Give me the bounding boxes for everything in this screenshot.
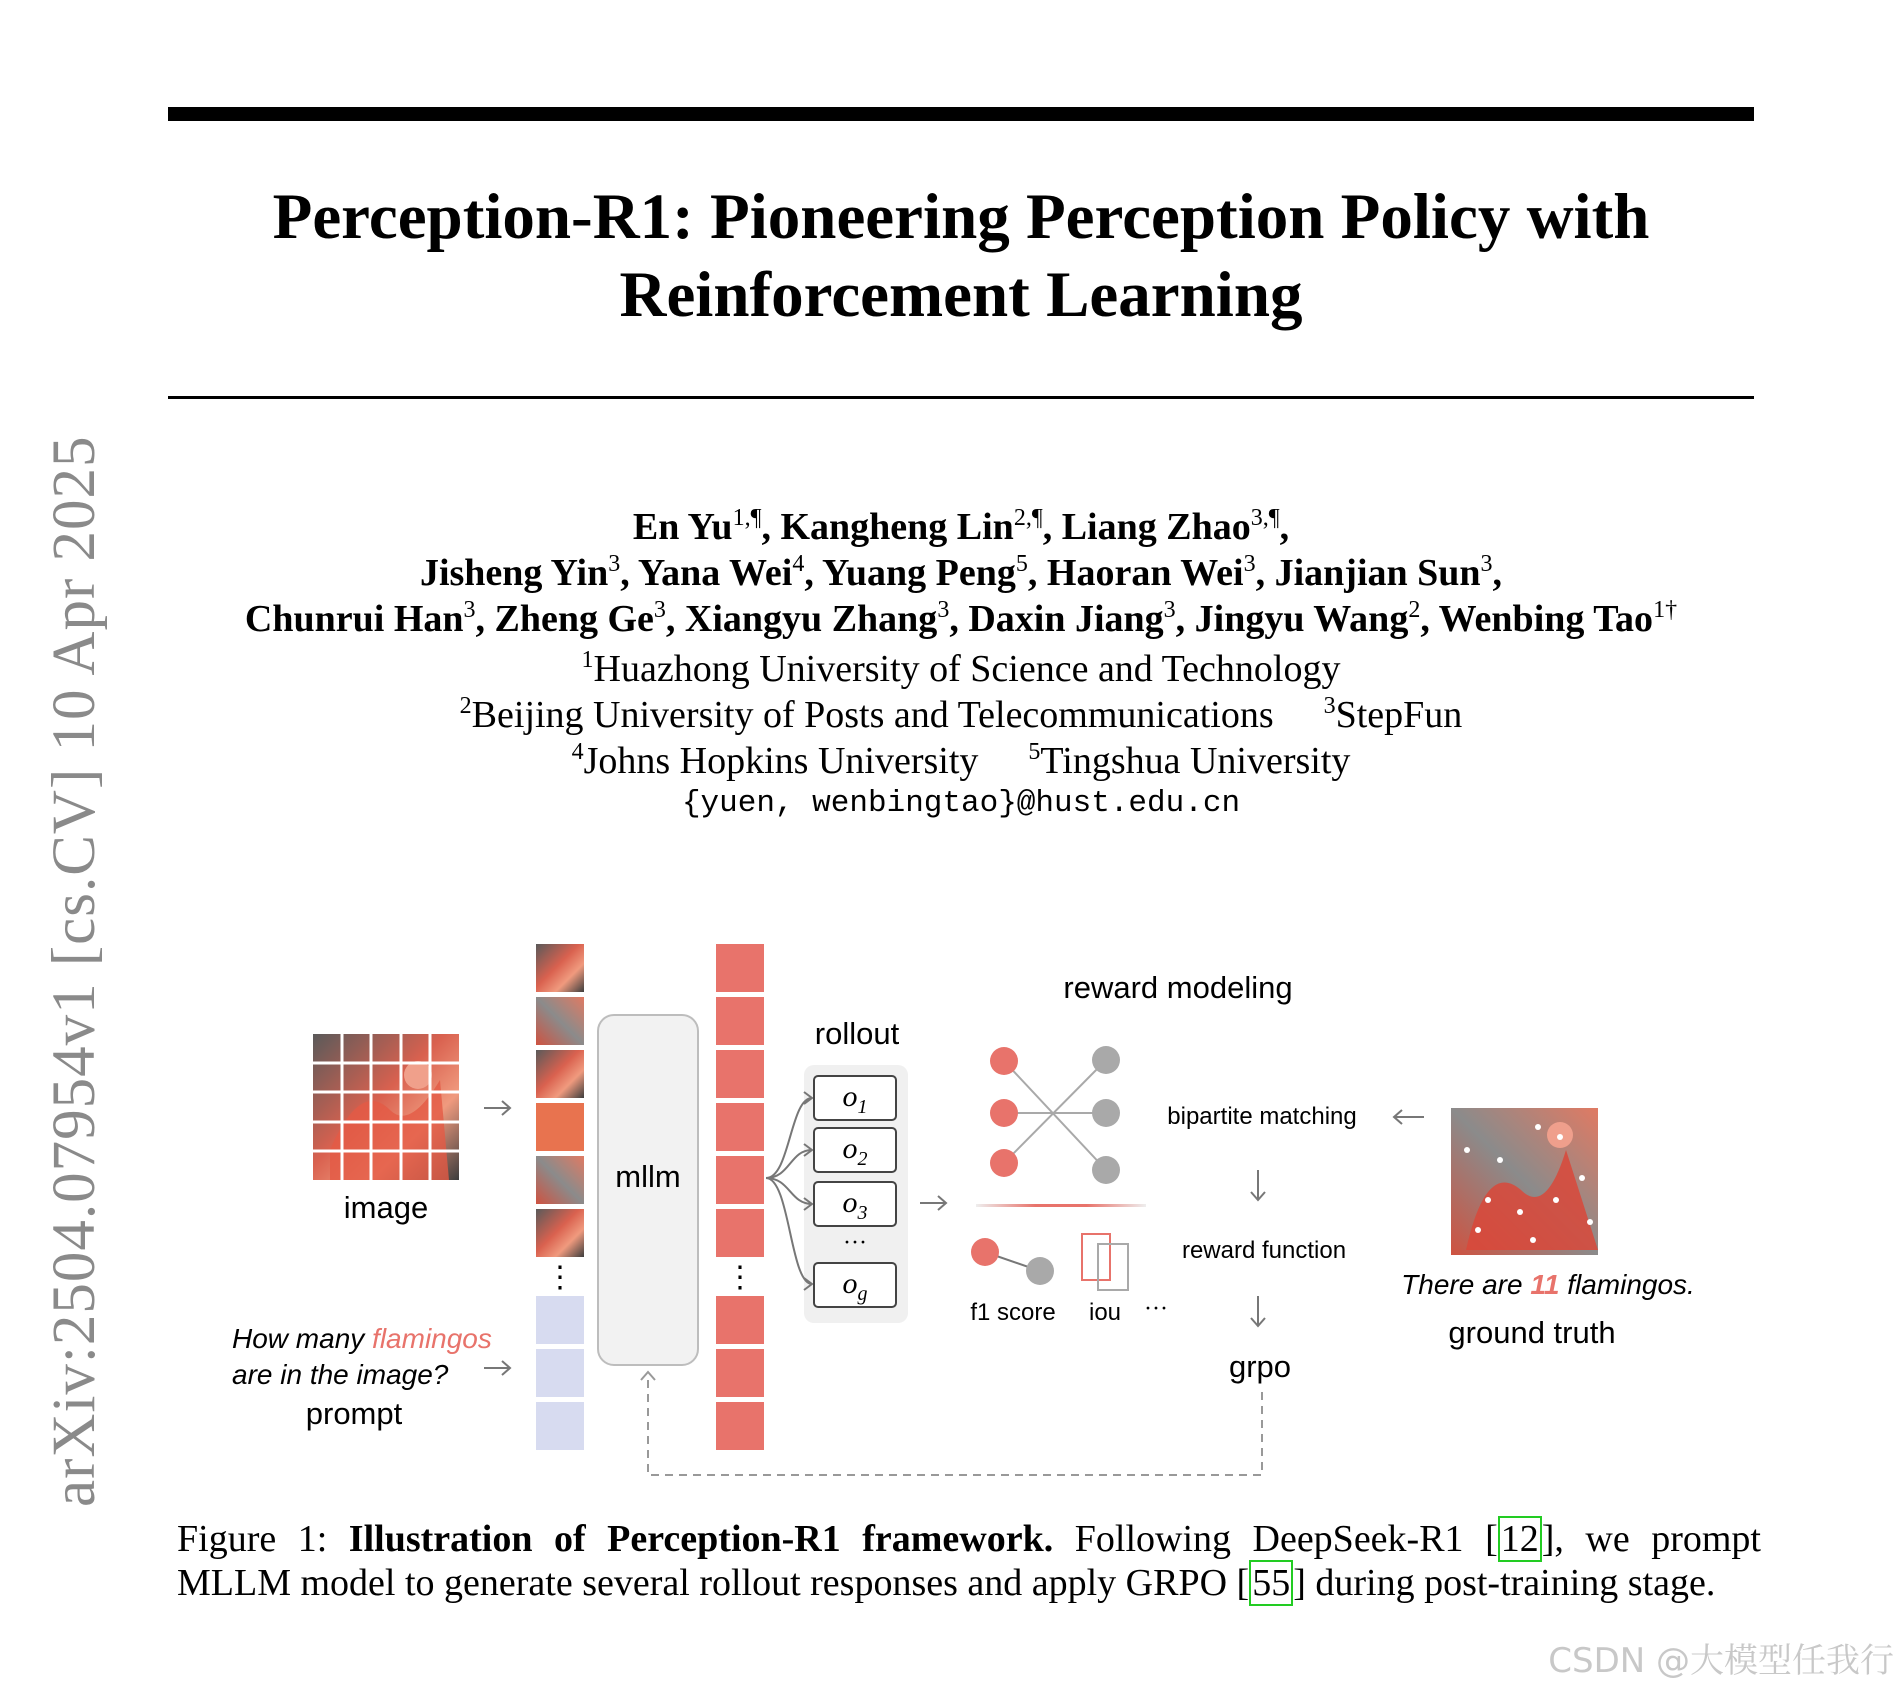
caption-text: , we prompt MLLM model to generate several rollout responses and apply GRPO bbox=[177, 1518, 1761, 1604]
figure-caption: Figure 1: Illustration of Perception-R1 framework. Following DeepSeek-R1 [12], we prompt MLLM model to generate several rollout responses and apply GRPO [55] during post-training stage. bbox=[177, 1518, 1761, 1604]
author-mark: 2,¶ bbox=[1013, 505, 1043, 531]
author-line-2: Jisheng Yin$^3$, Yana Wei$^4$, Yuang Peng$^5$, Haoran Wei$^3$, Jianjian Sun$^3$, bbox=[419, 551, 1503, 594]
citation-link[interactable]: 12 bbox=[1498, 1516, 1542, 1562]
title-line-2: Reinforcement Learning bbox=[619, 259, 1303, 331]
prompt-token-column bbox=[536, 1296, 584, 1450]
affiliation-number: 4 bbox=[571, 739, 584, 765]
rollout-ellipsis: ··· bbox=[843, 1230, 867, 1256]
mllm-label: mllm bbox=[615, 1159, 681, 1194]
caption-prefix: Figure 1: bbox=[177, 1518, 349, 1560]
caption-text: Following DeepSeek-R1 bbox=[1053, 1518, 1486, 1560]
rollout-output-o1: $o_1$ bbox=[842, 1080, 868, 1118]
more-metrics-ellipsis: ··· bbox=[1144, 1296, 1168, 1322]
bipartite-matching-label: bipartite matching bbox=[1167, 1103, 1357, 1130]
author-mark: 3 bbox=[1243, 551, 1256, 577]
author-line-3: Chunrui Han$^3$, Zheng Ge$^3$, Xiangyu Zhang$^3$, Daxin Jiang$^3$, Jingyu Wang$^2$, Wenbing Tao$^{1\dagger}$ bbox=[244, 597, 1678, 640]
gt-count: 11 bbox=[1530, 1269, 1560, 1300]
author-mark: 3 bbox=[608, 551, 621, 577]
affiliation-line-1 bbox=[168, 646, 1754, 692]
f1-score-icon bbox=[971, 1238, 1054, 1285]
affiliation-name: Johns Hopkins University bbox=[583, 740, 979, 782]
affiliation-number: 1 bbox=[581, 647, 594, 673]
f1-score-label: f1 score bbox=[970, 1299, 1056, 1326]
rollout-outputs bbox=[814, 1076, 896, 1307]
prompt-highlight-word: flamingos bbox=[372, 1323, 492, 1354]
reward-function-label: reward function bbox=[1181, 1237, 1347, 1264]
author-name: Jisheng Yin bbox=[419, 552, 609, 594]
author-mark: 3 bbox=[937, 597, 950, 623]
ground-truth-image bbox=[1451, 1108, 1598, 1255]
image-token-vdots: ⋮ bbox=[545, 1261, 575, 1294]
prompt-label: prompt bbox=[305, 1396, 403, 1431]
gt-sentence-prefix: There are bbox=[1401, 1269, 1531, 1300]
affiliation-line-3 bbox=[168, 738, 1754, 784]
feedback-arrowhead bbox=[641, 1372, 655, 1380]
arxiv-identifier: arXiv:2504.07954v1 [cs.CV] 10 Apr 2025 bbox=[41, 435, 108, 1507]
author-mark: 1,¶ bbox=[732, 505, 762, 531]
author-name: Yana Wei bbox=[637, 552, 793, 594]
author-mark: 2 bbox=[1408, 597, 1421, 623]
author-mark: 3 bbox=[653, 597, 666, 623]
author-name: Haoran Wei bbox=[1046, 552, 1244, 594]
iou-icon bbox=[1082, 1234, 1128, 1290]
affiliation-list bbox=[168, 646, 1754, 784]
paper-title bbox=[168, 178, 1754, 334]
affiliation-name: Huazhong University of Science and Technology bbox=[593, 648, 1341, 690]
output-token-column bbox=[716, 944, 764, 1450]
caption-text: during post-training stage. bbox=[1305, 1562, 1716, 1604]
author-mark: 3 bbox=[1163, 597, 1176, 623]
author-name: Kangheng Lin bbox=[780, 506, 1014, 548]
title-top-rule bbox=[168, 107, 1754, 121]
ground-truth-label: ground truth bbox=[1448, 1315, 1616, 1350]
rollout-label: rollout bbox=[814, 1016, 900, 1051]
title-line-1: Perception-R1: Pioneering Perception Policy with bbox=[272, 181, 1650, 253]
output-token-vdots: ⋮ bbox=[725, 1261, 755, 1294]
author-name: Jingyu Wang bbox=[1194, 598, 1409, 640]
author-name: Yuang Peng bbox=[821, 552, 1016, 594]
image-label: image bbox=[343, 1190, 429, 1225]
author-mark: 3,¶ bbox=[1250, 505, 1280, 531]
input-image bbox=[313, 1034, 459, 1180]
caption-bold-title: Illustration of Perception-R1 framework. bbox=[348, 1518, 1054, 1560]
affiliation-number: 2 bbox=[459, 693, 472, 719]
prompt-question-prefix: How many bbox=[232, 1323, 373, 1354]
image-token-column bbox=[536, 944, 584, 1257]
csdn-watermark: CSDN @大模型任我行 bbox=[1548, 1641, 1894, 1681]
affiliation-name: Tingshua University bbox=[1040, 740, 1351, 782]
prompt-question-line-2: are in the image? bbox=[232, 1359, 449, 1390]
rollout-output-og: $o_g$ bbox=[842, 1267, 868, 1305]
grpo-label: grpo bbox=[1228, 1349, 1292, 1384]
author-mark: 4 bbox=[792, 551, 805, 577]
affiliation-name: StepFun bbox=[1335, 694, 1463, 736]
contact-email[interactable]: {yuen, wenbingtao}@hust.edu.cn bbox=[681, 786, 1241, 820]
author-name: Chunrui Han bbox=[244, 598, 464, 640]
author-mark: 3 bbox=[1480, 551, 1493, 577]
affiliation-name: Beijing University of Posts and Telecommunications bbox=[471, 694, 1274, 736]
reward-flow-arrows bbox=[1251, 1110, 1424, 1326]
author-mark: 3 bbox=[463, 597, 476, 623]
prompt-question-line-1 bbox=[232, 1323, 492, 1354]
author-mark: 5 bbox=[1015, 551, 1028, 577]
author-name: Liang Zhao bbox=[1061, 506, 1251, 548]
affiliation-line-2 bbox=[168, 692, 1754, 738]
author-name: Daxin Jiang bbox=[968, 598, 1164, 640]
author-mark: 1† bbox=[1653, 597, 1678, 623]
ground-truth-sentence bbox=[1401, 1269, 1695, 1300]
rollout-output-o2: $o_2$ bbox=[842, 1132, 868, 1170]
citation-link[interactable]: 55 bbox=[1249, 1560, 1293, 1606]
affiliation-number: 5 bbox=[1028, 739, 1041, 765]
iou-label: iou bbox=[1088, 1299, 1122, 1326]
reward-divider bbox=[976, 1204, 1146, 1207]
author-name: En Yu bbox=[632, 506, 733, 548]
author-name: Zheng Ge bbox=[494, 598, 654, 640]
reward-modeling-label: reward modeling bbox=[1063, 970, 1293, 1005]
author-name: Wenbing Tao bbox=[1438, 598, 1654, 640]
rollout-output-o3: $o_3$ bbox=[842, 1186, 868, 1224]
author-name: Xiangyu Zhang bbox=[684, 598, 938, 640]
title-bottom-rule bbox=[168, 396, 1754, 399]
author-list bbox=[168, 504, 1754, 642]
author-line-1: En $Yu^{1,\P}$, Kangheng Lin$^{2,\P}$, Liang Zhao$^{3,\P}$, bbox=[632, 505, 1290, 548]
to-reward-arrow bbox=[920, 1196, 946, 1210]
bipartite-graph bbox=[990, 1046, 1120, 1184]
gt-sentence-suffix: flamingos. bbox=[1559, 1269, 1695, 1300]
affiliation-number: 3 bbox=[1323, 693, 1336, 719]
author-name: Jianjian Sun bbox=[1274, 552, 1481, 594]
